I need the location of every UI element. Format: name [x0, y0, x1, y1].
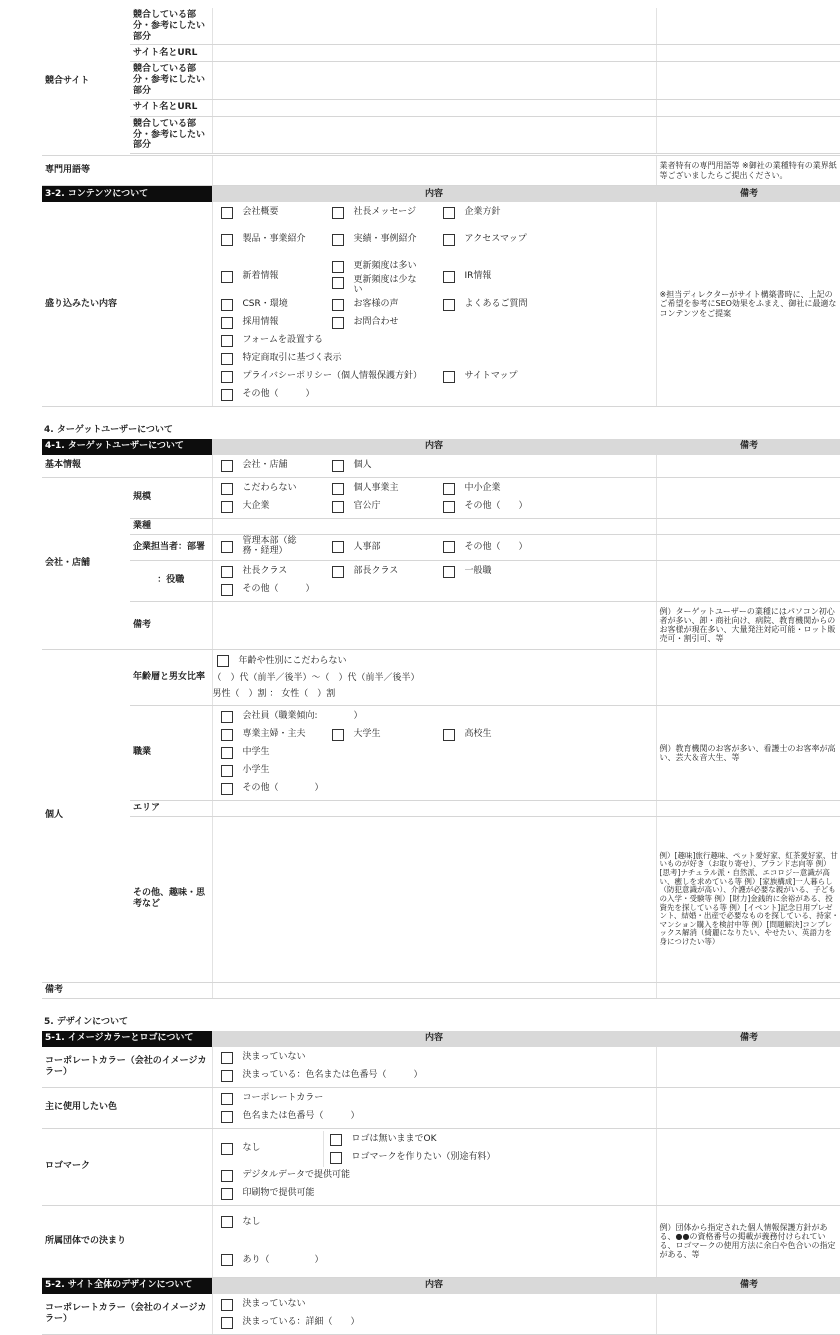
option-junior-high[interactable]: 中学生	[217, 744, 328, 762]
logo-label: ロゴマーク	[42, 1128, 212, 1205]
checkbox[interactable]	[221, 317, 233, 329]
industry-field[interactable]	[212, 518, 656, 534]
checkbox[interactable]	[221, 389, 233, 401]
checkbox[interactable]	[221, 1216, 233, 1228]
design-table	[42, 1031, 840, 1335]
terms-label: 専門用語等	[42, 156, 212, 186]
remarks-header: 備考	[656, 1031, 840, 1047]
option-manager[interactable]: 部長クラス	[328, 563, 439, 581]
checkbox[interactable]	[217, 655, 229, 667]
option-news[interactable]: 新着情報	[217, 259, 328, 295]
option-logo-create[interactable]: ロゴマークを作りたい（別途有料）	[326, 1149, 496, 1167]
remarks-header: 備考	[656, 1277, 840, 1294]
option-contact[interactable]: お問合わせ	[328, 314, 439, 332]
checkbox[interactable]	[221, 1143, 233, 1155]
target-remarks-field[interactable]	[212, 982, 656, 998]
company-remark-label: 備考	[130, 601, 212, 649]
option-any-age[interactable]: 年齢や性別にこだわらない	[213, 652, 652, 670]
checkbox[interactable]	[221, 783, 233, 795]
section-5-1-title: 5-1. イメージカラーとロゴについて	[42, 1031, 212, 1047]
option-elementary[interactable]: 小学生	[217, 762, 652, 780]
checkbox[interactable]	[443, 566, 455, 578]
competitor-part-field[interactable]	[212, 116, 656, 153]
option-use-corp-color[interactable]: コーポレートカラー	[217, 1090, 652, 1108]
terms-note: 業者特有の専門用語等 ※御社の業種特有の業界紙等ございましたらご提出ください。	[656, 156, 840, 186]
content-header: 内容	[212, 186, 656, 202]
checkbox[interactable]	[221, 584, 233, 596]
competitor-part-field[interactable]	[212, 8, 656, 45]
section-3-2-title: 3-2. コンテンツについて	[42, 186, 212, 202]
company-remark-note: 例）ターゲットユーザーの業種にはパソコン初心者が多い、卸・商社向け、病院、教育機関からのお客様が現在多い、大量発注対応可能・ロット販売可・割引可、等	[656, 601, 840, 649]
contents-options	[212, 202, 656, 406]
option-government[interactable]: 官公庁	[328, 498, 439, 516]
option-other[interactable]: その他（ ）	[217, 386, 328, 404]
option-high-school[interactable]: 高校生	[439, 726, 550, 744]
hobby-note: 例）[趣味]旅行趣味、ペット愛好家、紅茶愛好家、甘いものが好き（お取り寄せ）、ブランド志向等 例）[思考]ナチュラル派・自然派、エコロジー意識が高い、癒しを求めている等 例）[家族構成]一人暮らし（防犯意識が高い）、介護が必要な親がいる、子どもの入学・受験等 例）[財力]金銭的に余裕がある、投資先を探している等 例）[イベント]記念日用プレゼント、結婚・出産で必要なものを探している、持家・マンション購入を検討中等 例）[問題解決]コンプレックス解消（綺麗になりたい、やせたい、英語力を身につけたい等）	[656, 816, 840, 982]
option-logo-ok-without[interactable]: ロゴは無いままでOK	[326, 1131, 496, 1149]
option-policy[interactable]: 企業方針	[439, 204, 550, 222]
option-site-undecided[interactable]: 決まっていない	[217, 1296, 652, 1314]
checkbox[interactable]	[221, 1299, 233, 1311]
option-employee[interactable]: 会社員（職業傾向: ）	[217, 708, 652, 726]
competitor-table	[42, 8, 840, 186]
option-logo-print[interactable]: 印刷物で提供可能	[217, 1185, 652, 1203]
checkbox[interactable]	[221, 460, 233, 472]
checkbox[interactable]	[443, 234, 455, 246]
checkbox[interactable]	[221, 1317, 233, 1329]
checkbox[interactable]	[221, 299, 233, 311]
checkbox[interactable]	[221, 541, 233, 553]
main-color-label: 主に使用したい色	[42, 1087, 212, 1128]
role-label: ：役職	[130, 560, 212, 601]
hobby-label: その他、趣味・思考など	[130, 816, 212, 982]
checkbox[interactable]	[221, 1093, 233, 1105]
option-admin-dept[interactable]: 管理本部（総務・経理）	[217, 537, 328, 557]
checkbox[interactable]	[221, 207, 233, 219]
competitor-part-label: 競合している部分・参考にしたい部分	[130, 116, 212, 153]
option-staff[interactable]: 一般職	[439, 563, 550, 581]
competitor-url-label: サイト名とURL	[130, 45, 212, 62]
option-sitemap[interactable]: サイトマップ	[439, 368, 550, 386]
checkbox[interactable]	[221, 371, 233, 383]
terms-field[interactable]	[212, 156, 656, 186]
option-privacy-policy[interactable]: プライバシーポリシー（個人情報保護方針）	[217, 368, 439, 386]
contents-note: ※担当ディレクターがサイト構築書時に、上記のご希望を参考にSEO効果をふまえ、御社に最適なコンテンツをご提案	[656, 202, 840, 406]
competitor-part-field[interactable]	[212, 62, 656, 99]
checkbox[interactable]	[221, 483, 233, 495]
age-range-line[interactable]: （ ）代（前半／後半）～（ ）代（前半／後半）	[212, 672, 420, 683]
section-5-2-title: 5-2. サイト全体のデザインについて	[42, 1277, 212, 1294]
news-frequency-group	[328, 258, 439, 296]
option-products[interactable]: 製品・事業紹介	[217, 231, 328, 249]
checkbox[interactable]	[332, 501, 344, 513]
option-individual[interactable]: 個人	[328, 457, 439, 475]
content-header: 内容	[212, 1277, 656, 1294]
checkbox[interactable]	[221, 1254, 233, 1266]
option-faq[interactable]: よくあるご質問	[439, 296, 550, 314]
option-sme[interactable]: 中小企業	[439, 480, 550, 498]
competitor-url-field[interactable]	[212, 45, 656, 62]
competitor-part-label: 競合している部分・参考にしたい部分	[130, 8, 212, 45]
group-rules-label: 所属団体での決まり	[42, 1205, 212, 1277]
checkbox[interactable]	[330, 1134, 342, 1146]
checkbox[interactable]	[332, 566, 344, 578]
contents-table	[42, 186, 840, 407]
checkbox[interactable]	[221, 1070, 233, 1082]
remarks-header: 備考	[656, 186, 840, 202]
section-4-title: 4. ターゲットユーザーについて	[44, 424, 173, 435]
option-homemaker[interactable]: 専業主婦・主夫	[217, 726, 328, 744]
scale-label: 規模	[130, 477, 212, 518]
checkbox[interactable]	[221, 1111, 233, 1123]
competitors-label: 競合サイト	[42, 8, 130, 156]
checkbox[interactable]	[221, 566, 233, 578]
content-header: 内容	[212, 439, 656, 455]
checkbox[interactable]	[443, 729, 455, 741]
checkbox[interactable]	[332, 317, 344, 329]
option-logo-digital[interactable]: デジタルデータで提供可能	[217, 1167, 652, 1185]
target-remarks-label: 備考	[42, 982, 212, 998]
remarks-header: 備考	[656, 439, 840, 455]
checkbox[interactable]	[221, 501, 233, 513]
option-sole-proprietor[interactable]: 個人事業主	[328, 480, 439, 498]
option-commercial-law[interactable]: 特定商取引に基づく表示	[217, 350, 439, 368]
checkbox[interactable]	[332, 277, 344, 289]
option-achievements[interactable]: 実績・事例紹介	[328, 222, 439, 258]
option-scale-any[interactable]: こだわらない	[217, 480, 328, 498]
section-5-title: 5. デザインについて	[44, 1016, 129, 1027]
checkbox[interactable]	[332, 299, 344, 311]
checkbox[interactable]	[332, 483, 344, 495]
group-rules-note: 例）団体から指定された個人情報保護方針がある、●●の資格番号の掲載が義務付けられている、ロゴマークの使用方法に余白や色合いの指定がある、等	[656, 1205, 840, 1277]
checkbox[interactable]	[443, 483, 455, 495]
checkbox[interactable]	[221, 1052, 233, 1064]
option-group-none[interactable]: なし	[217, 1213, 652, 1231]
section-4-1-title: 4-1. ターゲットユーザーについて	[42, 439, 212, 455]
option-hr-dept[interactable]: 人事部	[328, 538, 439, 556]
checkbox[interactable]	[443, 501, 455, 513]
checkbox[interactable]	[332, 261, 344, 273]
checkbox[interactable]	[443, 271, 455, 283]
checkbox[interactable]	[443, 541, 455, 553]
option-company-profile[interactable]: 会社概要	[217, 204, 328, 222]
option-company-store[interactable]: 会社・店舗	[217, 457, 328, 475]
job-note: 例）教育機関のお客が多い、看護士のお客率が高い、芸大＆音大生、等	[656, 705, 840, 800]
option-corp-undecided[interactable]: 決まっていない	[217, 1049, 652, 1067]
checkbox[interactable]	[221, 234, 233, 246]
competitor-part-label: 競合している部分・参考にしたい部分	[130, 62, 212, 99]
competitor-url-label: サイト名とURL	[130, 99, 212, 116]
option-logo-none[interactable]: なし	[217, 1140, 323, 1158]
industry-label: 業種	[130, 518, 212, 534]
option-group-exists[interactable]: あり（ ）	[217, 1251, 652, 1269]
option-role-other[interactable]: その他（ ）	[217, 581, 328, 599]
option-ceo-message[interactable]: 社長メッセージ	[328, 204, 439, 222]
option-testimonials[interactable]: お客様の声	[328, 296, 439, 314]
checkbox[interactable]	[221, 729, 233, 741]
option-university[interactable]: 大学生	[328, 726, 439, 744]
option-recruit[interactable]: 採用情報	[217, 314, 328, 332]
option-form[interactable]: フォームを設置する	[217, 332, 439, 350]
checkbox[interactable]	[443, 207, 455, 219]
option-large-company[interactable]: 大企業	[217, 498, 328, 516]
option-color-name[interactable]: 色名または色番号（ ）	[217, 1108, 652, 1126]
checkbox[interactable]	[443, 371, 455, 383]
contents-label: 盛り込みたい内容	[42, 202, 212, 406]
company-label: 会社・店舗	[42, 477, 130, 649]
checkbox[interactable]	[221, 335, 233, 347]
age-label: 年齢層と男女比率	[130, 649, 212, 705]
corp-color-label: コーポレートカラー（会社のイメージカラー）	[42, 1047, 212, 1088]
checkbox[interactable]	[221, 353, 233, 365]
content-header: 内容	[212, 1031, 656, 1047]
checkbox[interactable]	[332, 234, 344, 246]
checkbox[interactable]	[332, 207, 344, 219]
option-corp-decided[interactable]: 決まっている：色名または色番号（ ）	[217, 1067, 652, 1085]
area-label: エリア	[130, 800, 212, 816]
option-csr[interactable]: CSR・環境	[217, 296, 328, 314]
option-job-other[interactable]: その他（ ）	[217, 780, 652, 798]
option-site-decided[interactable]: 決まっている：詳細（ ）	[217, 1314, 652, 1332]
checkbox[interactable]	[221, 765, 233, 777]
hearing-sheet-page	[42, 0, 840, 1335]
checkbox[interactable]	[332, 729, 344, 741]
option-update-frequent[interactable]: 更新頻度は多い	[328, 258, 439, 276]
company-remark-field[interactable]	[212, 601, 656, 649]
competitor-remark	[656, 8, 840, 45]
option-access-map[interactable]: アクセスマップ	[439, 222, 550, 258]
checkbox[interactable]	[330, 1152, 342, 1164]
gender-ratio-line[interactable]: 男性（ ）割 ： 女性（ ）割	[212, 688, 336, 699]
option-president[interactable]: 社長クラス	[217, 563, 328, 581]
checkbox[interactable]	[221, 271, 233, 283]
option-update-rare[interactable]: 更新頻度は少ない	[328, 276, 439, 296]
competitor-url-field[interactable]	[212, 99, 656, 116]
checkbox[interactable]	[443, 299, 455, 311]
dept-label: 企業担当者：部署	[130, 534, 212, 560]
checkbox[interactable]	[332, 460, 344, 472]
checkbox[interactable]	[221, 711, 233, 723]
option-scale-other[interactable]: その他（ ）	[439, 498, 550, 516]
job-label: 職業	[130, 705, 212, 800]
hobby-field[interactable]	[212, 816, 656, 982]
site-corp-color-label: コーポレートカラー（会社のイメージカラー）	[42, 1294, 212, 1335]
person-label: 個人	[42, 649, 130, 982]
option-ir[interactable]: IR情報	[439, 268, 550, 286]
basic-info-label: 基本情報	[42, 455, 212, 478]
option-dept-other[interactable]: その他（ ）	[439, 538, 550, 556]
target-table	[42, 439, 840, 999]
area-field[interactable]	[212, 800, 656, 816]
checkbox[interactable]	[221, 747, 233, 759]
checkbox[interactable]	[221, 1170, 233, 1182]
checkbox[interactable]	[332, 541, 344, 553]
